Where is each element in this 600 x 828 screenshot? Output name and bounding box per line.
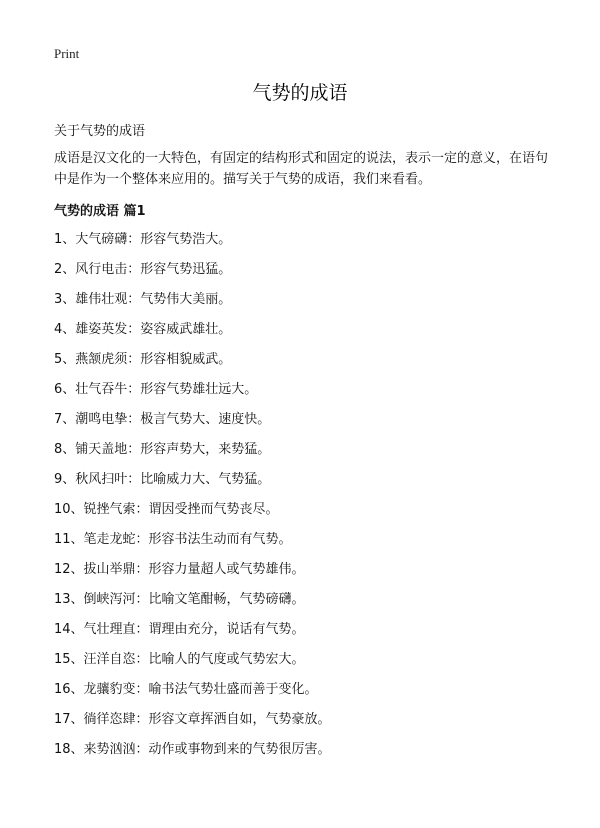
idiom-item: 1、大气磅礴：形容气势浩大。	[54, 232, 232, 247]
idiom-item: 5、燕颔虎须：形容相貌威武。	[54, 352, 232, 367]
idiom-item: 6、壮气吞牛：形容气势雄壮远大。	[54, 382, 258, 397]
idiom-item: 9、秋风扫叶：比喻威力大、气势猛。	[54, 472, 271, 487]
section-heading: 气势的成语 篇1	[54, 204, 146, 219]
intro-paragraph: 成语是汉文化的一大特色，有固定的结构形式和固定的说法，表示一定的意义，在语句中是作为一个整体来应用的。描写关于气势的成语，我们来看看。	[54, 151, 549, 187]
idiom-item: 3、雄伟壮观：气势伟大美丽。	[54, 292, 232, 307]
idiom-list	[54, 230, 554, 770]
idiom-item: 17、徜徉恣肆：形容文章挥洒自如，气势豪放。	[54, 712, 331, 727]
idiom-item: 13、倒峡泻河：比喻文笔酣畅，气势磅礴。	[54, 592, 305, 607]
document-subtitle: 关于气势的成语	[54, 124, 146, 139]
idiom-item: 4、雄姿英发：姿容威武雄壮。	[54, 322, 232, 337]
idiom-item: 14、气壮理直：谓理由充分，说话有气势。	[54, 622, 305, 637]
idiom-item: 16、龙骧豹变：喻书法气势壮盛而善于变化。	[54, 682, 318, 697]
idiom-item: 7、潮鸣电挚：极言气势大、速度快。	[54, 412, 271, 427]
idiom-item: 8、铺天盖地：形容声势大，来势猛。	[54, 442, 271, 457]
idiom-item: 2、风行电击：形容气势迅猛。	[54, 262, 232, 277]
idiom-item: 18、来势汹汹：动作或事物到来的气势很厉害。	[54, 742, 331, 757]
idiom-item: 10、锐挫气索：谓因受挫而气势丧尽。	[54, 502, 279, 517]
print-link[interactable]: Print	[54, 46, 80, 61]
idiom-item: 15、汪洋自恣：比喻人的气度或气势宏大。	[54, 652, 305, 667]
idiom-item: 11、笔走龙蛇：形容书法生动而有气势。	[54, 532, 292, 547]
idiom-item: 12、拔山举鼎：形容力量超人或气势雄伟。	[54, 562, 305, 577]
document-title: 气势的成语	[252, 82, 348, 104]
